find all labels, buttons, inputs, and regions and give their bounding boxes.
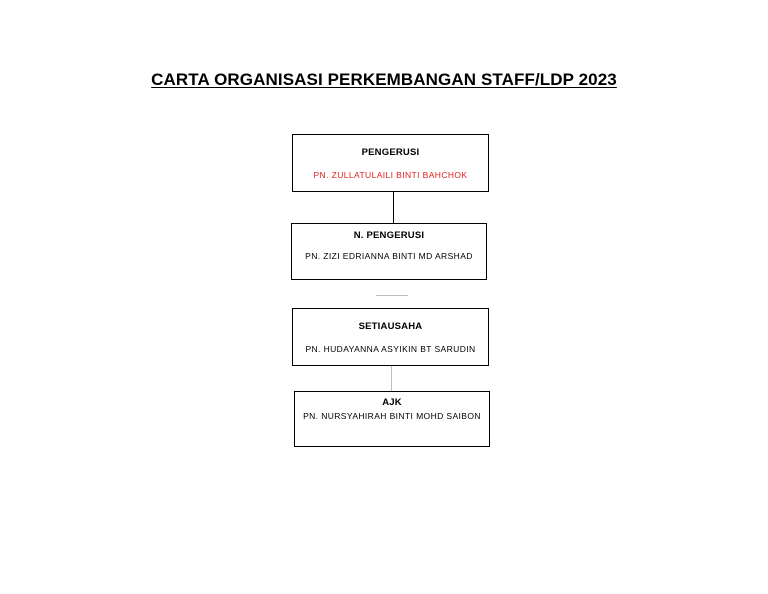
role-label: SETIAUSAHA [358, 321, 423, 332]
role-label: N. PENGERUSI [353, 230, 425, 241]
org-box-pengerusi [292, 134, 489, 192]
role-label: AJK [382, 397, 402, 408]
connector-line [393, 192, 394, 224]
connector-line-faint [391, 366, 392, 392]
person-name: PN. ZIZI EDRIANNA BINTI MD ARSHAD [305, 251, 473, 261]
org-box-ajk [294, 391, 490, 447]
connector-line-faint [376, 295, 408, 296]
role-label: PENGERUSI [361, 147, 420, 158]
org-box-naib-pengerusi [291, 223, 487, 280]
chart-title: CARTA ORGANISASI PERKEMBANGAN STAFF/LDP 2023 [151, 70, 617, 89]
person-name: PN. HUDAYANNA ASYIKIN BT SARUDIN [305, 344, 476, 354]
person-name: PN. ZULLATULAILI BINTI BAHCHOK [313, 170, 468, 180]
org-box-setiausaha [292, 308, 489, 366]
person-name: PN. NURSYAHIRAH BINTI MOHD SAIBON [303, 411, 481, 421]
